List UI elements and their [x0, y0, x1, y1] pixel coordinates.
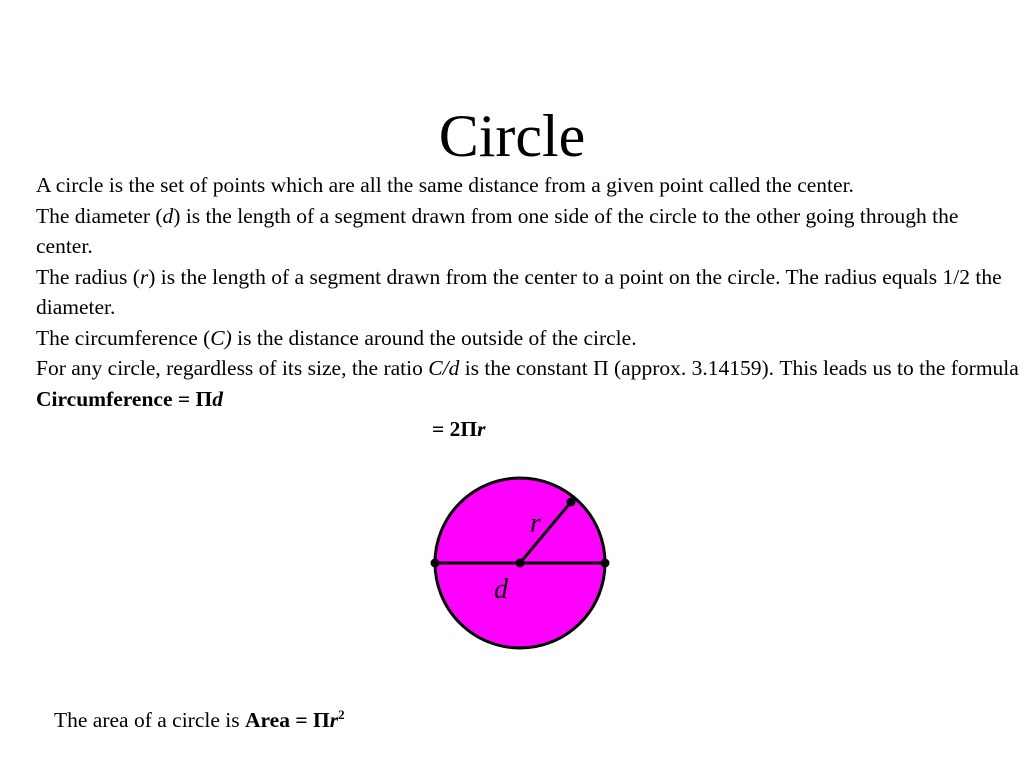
radius-paragraph: [36, 262, 1020, 323]
area-statement: [54, 705, 345, 735]
ratio-variable: C/d: [428, 356, 460, 380]
diameter-right-endpoint: [601, 559, 610, 568]
diameter-variable: d: [162, 203, 174, 228]
radius-label: r: [530, 508, 541, 539]
circumference-text-post: is the distance around the outside of the circle.: [231, 325, 637, 350]
center-point: [516, 559, 525, 568]
circumference-text-pre: The circumference (: [36, 325, 211, 350]
circumference-formula-alt: [36, 414, 1020, 445]
ratio-text-pre: For any circle, regardless of its size, the ratio: [36, 356, 429, 380]
radius-text-pre: The radius (: [36, 264, 140, 289]
radius-endpoint: [567, 498, 576, 507]
circle-diagram: [420, 470, 620, 660]
radius-text-post: ) is the length of a segment drawn from the center to a point on the circle. The radius equals 1/2 the diameter.: [36, 264, 1002, 319]
circumference-formula-alt-bold: [432, 417, 485, 441]
circumference-paragraph: [36, 323, 1020, 354]
area-formula: [245, 708, 345, 732]
ratio-paragraph: [36, 353, 1020, 414]
area-formula-variable: r: [329, 708, 339, 732]
slide-body: [36, 170, 1020, 445]
circumference-variable: C): [210, 325, 232, 350]
diameter-text-post: ) is the length of a segment drawn from one side of the circle to the other going through the center.: [36, 203, 959, 258]
circumference-formula: [36, 387, 223, 411]
circumference-formula-variable: d: [212, 386, 223, 411]
area-text-prefix: The area of a circle is: [54, 708, 245, 732]
ratio-text-post: is the constant Π (approx. 3.14159). This leads us to the formula: [459, 356, 1019, 380]
area-formula-label: Area = Π: [245, 708, 330, 732]
circumference-formula-alt-label: = 2Π: [432, 417, 478, 441]
circumference-formula-alt-variable: r: [477, 417, 486, 441]
definition-paragraph: A circle is the set of points which are all the same distance from a given point called the center.: [36, 173, 854, 197]
diameter-text-pre: The diameter (: [36, 203, 163, 228]
radius-variable: r: [139, 264, 149, 289]
diameter-label: d: [494, 574, 508, 605]
area-formula-exponent: 2: [338, 706, 345, 722]
diameter-paragraph: [36, 201, 1020, 262]
diameter-left-endpoint: [431, 559, 440, 568]
circumference-formula-label: Circumference = Π: [36, 386, 213, 411]
slide-title: Circle: [438, 103, 586, 169]
